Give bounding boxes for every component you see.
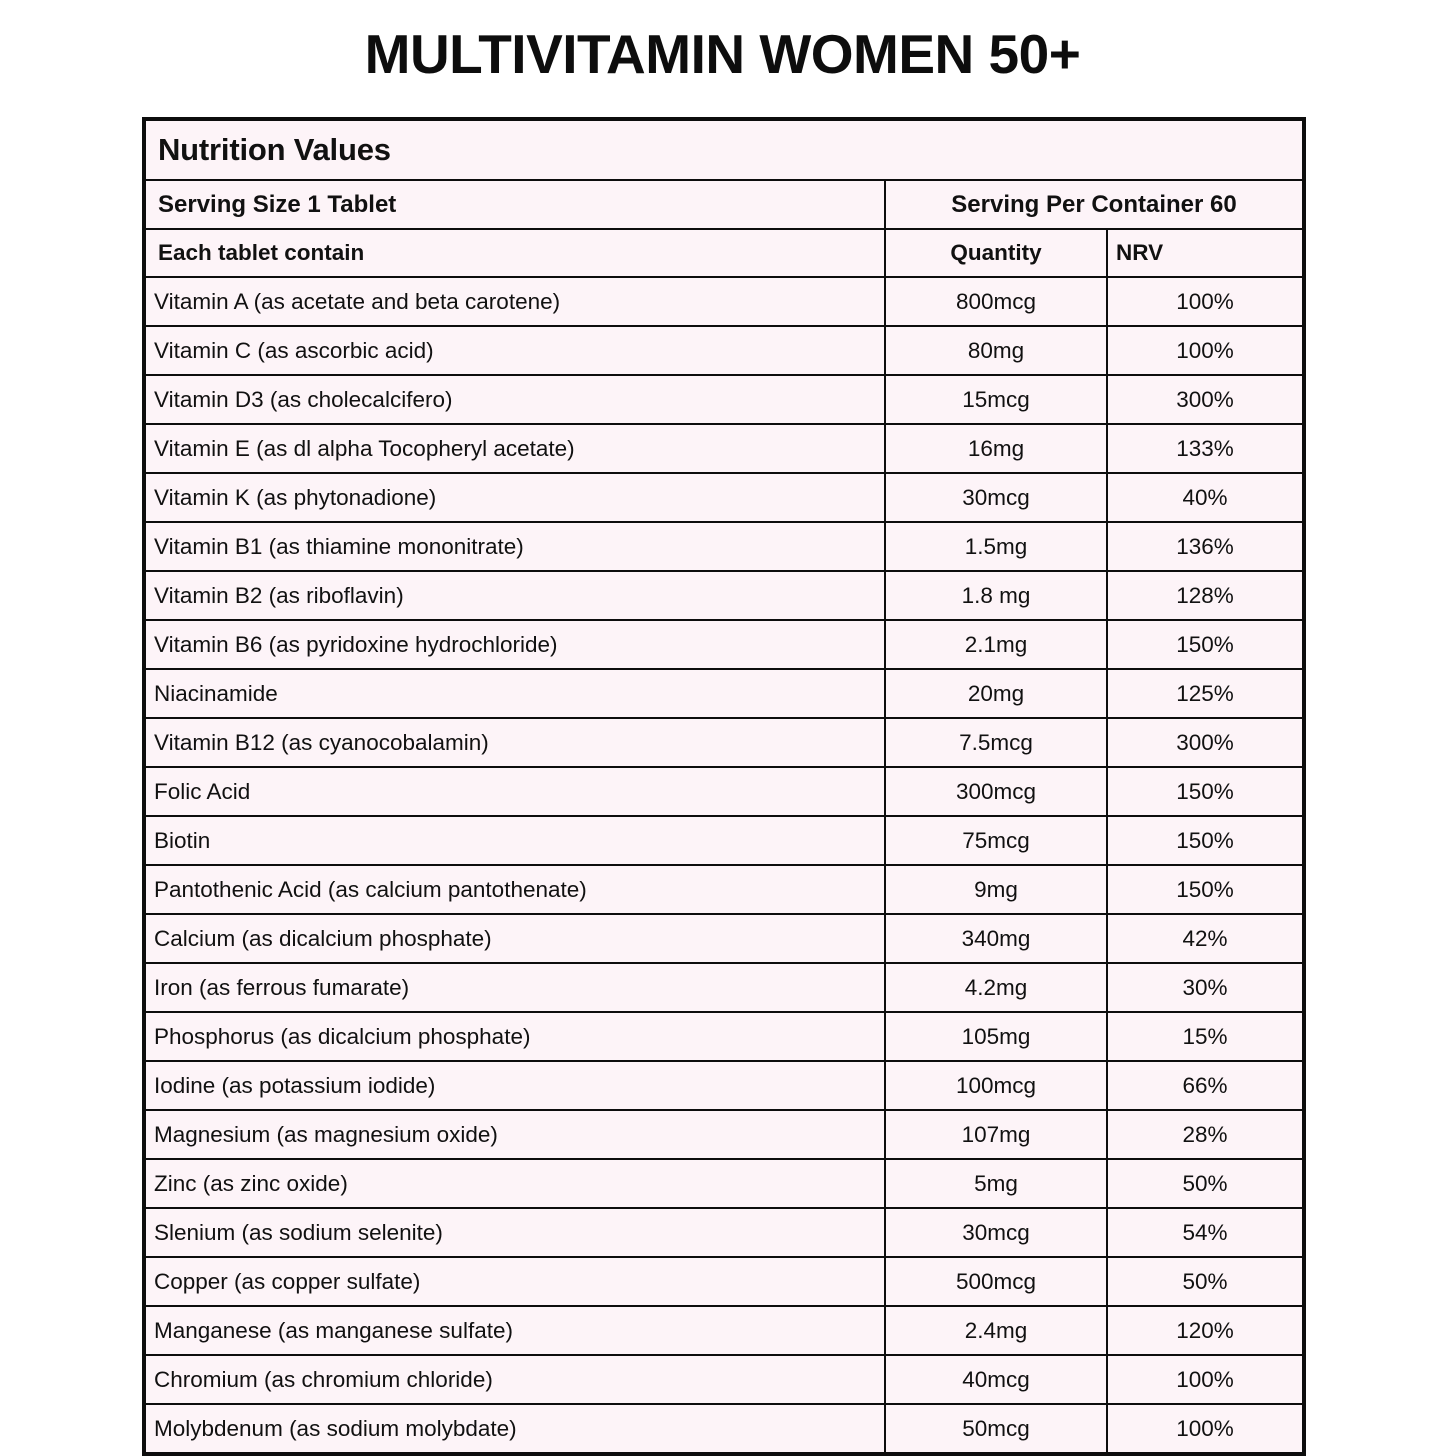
table-row bbox=[144, 424, 1304, 473]
nutrient-nrv-cell: 15% bbox=[1107, 1012, 1304, 1061]
nutrient-name-cell: Molybdenum (as sodium molybdate) bbox=[144, 1404, 885, 1454]
nutrient-quantity-cell: 500mcg bbox=[885, 1257, 1107, 1306]
nutrient-nrv-cell: 50% bbox=[1107, 1257, 1304, 1306]
nutrient-quantity-cell: 1.8 mg bbox=[885, 571, 1107, 620]
serving-size-label: Serving Size 1 Tablet bbox=[144, 180, 885, 229]
nutrition-table-body bbox=[144, 119, 1304, 1454]
table-row bbox=[144, 816, 1304, 865]
nutrient-quantity-cell: 9mg bbox=[885, 865, 1107, 914]
table-row bbox=[144, 1110, 1304, 1159]
nutrient-quantity-cell: 4.2mg bbox=[885, 963, 1107, 1012]
nutrient-quantity-cell: 300mcg bbox=[885, 767, 1107, 816]
table-row bbox=[144, 1257, 1304, 1306]
nutrient-name-cell: Zinc (as zinc oxide) bbox=[144, 1159, 885, 1208]
column-header-quantity: Quantity bbox=[885, 229, 1107, 277]
nutrient-name-cell: Folic Acid bbox=[144, 767, 885, 816]
nutrient-name-cell: Chromium (as chromium chloride) bbox=[144, 1355, 885, 1404]
nutrient-nrv-cell: 150% bbox=[1107, 865, 1304, 914]
nutrient-nrv-cell: 120% bbox=[1107, 1306, 1304, 1355]
column-header-ingredient: Each tablet contain bbox=[144, 229, 885, 277]
nutrient-nrv-cell: 50% bbox=[1107, 1159, 1304, 1208]
nutrient-nrv-cell: 28% bbox=[1107, 1110, 1304, 1159]
nutrient-name-cell: Biotin bbox=[144, 816, 885, 865]
nutrient-nrv-cell: 136% bbox=[1107, 522, 1304, 571]
nutrient-nrv-cell: 42% bbox=[1107, 914, 1304, 963]
table-row bbox=[144, 914, 1304, 963]
table-row bbox=[144, 1159, 1304, 1208]
table-row bbox=[144, 1061, 1304, 1110]
nutrient-quantity-cell: 2.1mg bbox=[885, 620, 1107, 669]
nutrient-nrv-cell: 300% bbox=[1107, 375, 1304, 424]
table-row bbox=[144, 1012, 1304, 1061]
nutrient-quantity-cell: 100mcg bbox=[885, 1061, 1107, 1110]
nutrient-quantity-cell: 105mg bbox=[885, 1012, 1107, 1061]
nutrient-nrv-cell: 125% bbox=[1107, 669, 1304, 718]
nutrient-quantity-cell: 40mcg bbox=[885, 1355, 1107, 1404]
nutrient-quantity-cell: 50mcg bbox=[885, 1404, 1107, 1454]
nutrient-name-cell: Pantothenic Acid (as calcium pantothenate) bbox=[144, 865, 885, 914]
table-row bbox=[144, 1404, 1304, 1454]
nutrient-name-cell: Phosphorus (as dicalcium phosphate) bbox=[144, 1012, 885, 1061]
nutrition-panel bbox=[142, 117, 1302, 1456]
table-row bbox=[144, 571, 1304, 620]
nutrient-name-cell: Manganese (as manganese sulfate) bbox=[144, 1306, 885, 1355]
column-header-nrv: NRV bbox=[1107, 229, 1304, 277]
table-row bbox=[144, 963, 1304, 1012]
nutrient-quantity-cell: 800mcg bbox=[885, 277, 1107, 326]
table-row bbox=[144, 375, 1304, 424]
nutrient-quantity-cell: 2.4mg bbox=[885, 1306, 1107, 1355]
serving-per-container-label: Serving Per Container 60 bbox=[885, 180, 1304, 229]
nutrient-quantity-cell: 107mg bbox=[885, 1110, 1107, 1159]
section-header-row bbox=[144, 119, 1304, 180]
table-row bbox=[144, 718, 1304, 767]
page-title: MULTIVITAMIN WOMEN 50+ bbox=[364, 23, 1081, 85]
nutrient-name-cell: Vitamin D3 (as cholecalcifero) bbox=[144, 375, 885, 424]
nutrient-nrv-cell: 300% bbox=[1107, 718, 1304, 767]
nutrient-name-cell: Vitamin B1 (as thiamine mononitrate) bbox=[144, 522, 885, 571]
nutrient-name-cell: Vitamin B6 (as pyridoxine hydrochloride) bbox=[144, 620, 885, 669]
table-row bbox=[144, 277, 1304, 326]
nutrient-nrv-cell: 150% bbox=[1107, 620, 1304, 669]
table-row bbox=[144, 326, 1304, 375]
nutrient-nrv-cell: 150% bbox=[1107, 816, 1304, 865]
nutrient-quantity-cell: 5mg bbox=[885, 1159, 1107, 1208]
nutrient-quantity-cell: 30mcg bbox=[885, 1208, 1107, 1257]
nutrient-nrv-cell: 100% bbox=[1107, 1404, 1304, 1454]
nutrient-quantity-cell: 30mcg bbox=[885, 473, 1107, 522]
nutrient-quantity-cell: 20mg bbox=[885, 669, 1107, 718]
table-row bbox=[144, 767, 1304, 816]
nutrient-name-cell: Vitamin K (as phytonadione) bbox=[144, 473, 885, 522]
nutrient-nrv-cell: 40% bbox=[1107, 473, 1304, 522]
nutrient-name-cell: Niacinamide bbox=[144, 669, 885, 718]
nutrient-nrv-cell: 128% bbox=[1107, 571, 1304, 620]
table-row bbox=[144, 473, 1304, 522]
table-row bbox=[144, 1306, 1304, 1355]
table-row bbox=[144, 620, 1304, 669]
nutrient-name-cell: Vitamin E (as dl alpha Tocopheryl acetate) bbox=[144, 424, 885, 473]
table-row bbox=[144, 1355, 1304, 1404]
nutrient-quantity-cell: 15mcg bbox=[885, 375, 1107, 424]
nutrient-nrv-cell: 100% bbox=[1107, 1355, 1304, 1404]
table-row bbox=[144, 669, 1304, 718]
serving-info-row bbox=[144, 180, 1304, 229]
nutrition-facts-table bbox=[142, 117, 1306, 1456]
nutrient-name-cell: Vitamin B12 (as cyanocobalamin) bbox=[144, 718, 885, 767]
nutrient-name-cell: Iron (as ferrous fumarate) bbox=[144, 963, 885, 1012]
column-header-row bbox=[144, 229, 1304, 277]
nutrient-name-cell: Calcium (as dicalcium phosphate) bbox=[144, 914, 885, 963]
table-row bbox=[144, 522, 1304, 571]
nutrient-nrv-cell: 54% bbox=[1107, 1208, 1304, 1257]
nutrient-nrv-cell: 133% bbox=[1107, 424, 1304, 473]
nutrient-name-cell: Vitamin C (as ascorbic acid) bbox=[144, 326, 885, 375]
table-row bbox=[144, 1208, 1304, 1257]
nutrition-values-heading: Nutrition Values bbox=[144, 119, 1304, 180]
nutrient-name-cell: Vitamin A (as acetate and beta carotene) bbox=[144, 277, 885, 326]
nutrient-nrv-cell: 66% bbox=[1107, 1061, 1304, 1110]
nutrient-quantity-cell: 16mg bbox=[885, 424, 1107, 473]
nutrient-nrv-cell: 100% bbox=[1107, 326, 1304, 375]
nutrient-quantity-cell: 80mg bbox=[885, 326, 1107, 375]
nutrient-quantity-cell: 1.5mg bbox=[885, 522, 1107, 571]
nutrient-name-cell: Magnesium (as magnesium oxide) bbox=[144, 1110, 885, 1159]
nutrient-nrv-cell: 100% bbox=[1107, 277, 1304, 326]
nutrient-name-cell: Vitamin B2 (as riboflavin) bbox=[144, 571, 885, 620]
nutrient-name-cell: Copper (as copper sulfate) bbox=[144, 1257, 885, 1306]
nutrient-quantity-cell: 340mg bbox=[885, 914, 1107, 963]
nutrient-quantity-cell: 75mcg bbox=[885, 816, 1107, 865]
nutrient-name-cell: Iodine (as potassium iodide) bbox=[144, 1061, 885, 1110]
nutrient-nrv-cell: 30% bbox=[1107, 963, 1304, 1012]
nutrient-nrv-cell: 150% bbox=[1107, 767, 1304, 816]
table-row bbox=[144, 865, 1304, 914]
nutrient-quantity-cell: 7.5mcg bbox=[885, 718, 1107, 767]
nutrient-name-cell: Slenium (as sodium selenite) bbox=[144, 1208, 885, 1257]
